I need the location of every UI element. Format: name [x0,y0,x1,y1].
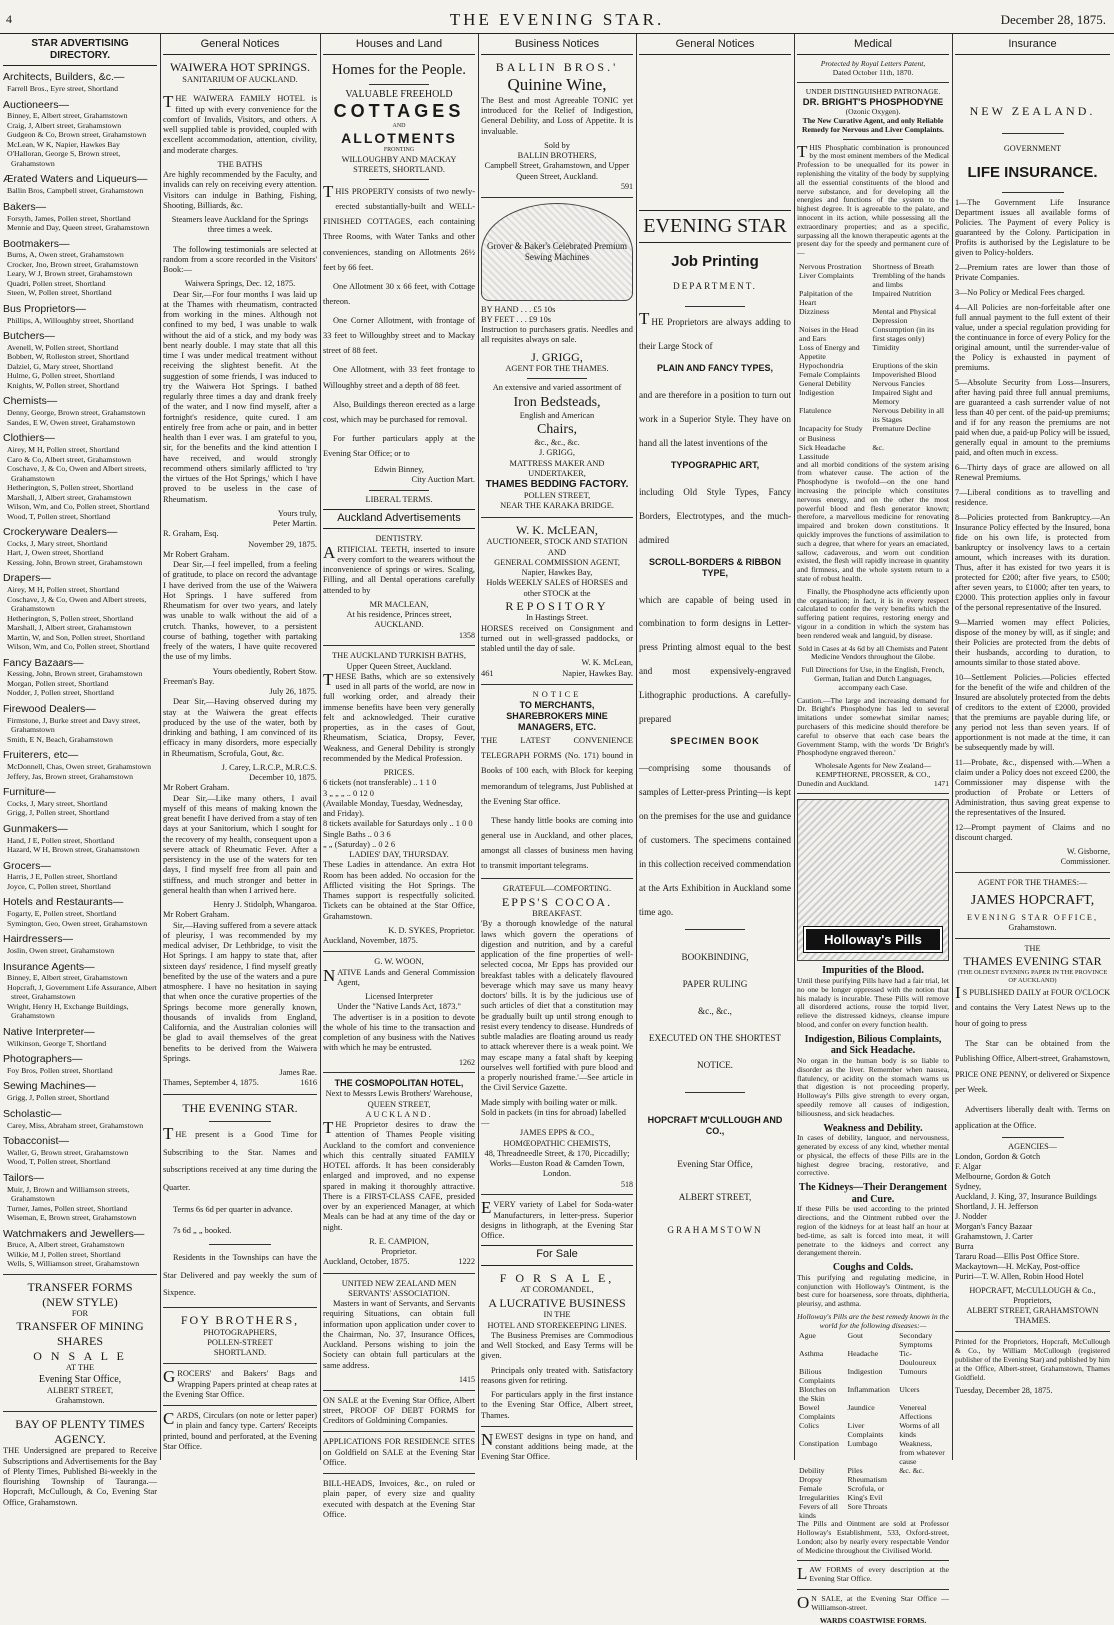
table-cell: Impoverished Blood [872,370,937,380]
header-rule [0,33,1114,34]
insurance-item: 7—Liberal conditions as to travelling and residence. [955,488,1110,508]
directory-entry: O'Halloran, George S, Brown street, Grahamstown [7,149,121,168]
imprint: Printed for the Proprietors, Hopcraft, McCullough & Co., by William McCullough (registered publisher of the Evening Star) and published by him at the Office, Albert-street, Grahamstown, Thames Goldfield. [955,1337,1110,1383]
directory-entry: Ballin Bros, Campbell street, Grahamstown [7,186,144,196]
table-cell: Female Irregularities [799,1484,840,1503]
homes-title: Homes for the People. [331,62,467,79]
price-row: 8 tickets available for Saturdays only .. 1 0 0 [323,819,473,829]
directory-entry: McDonnell, Chas, Owen street, Grahamstown [7,762,151,772]
agency-entry: Tararu Road—Ellis Post Office Store. [955,1252,1080,1262]
table-cell: Colics [799,1420,819,1430]
table-row [797,1421,949,1439]
agency-entry: Auckland, J. King, 37, Insurance Buildings [955,1192,1097,1202]
agency-entry: Mackaytown—H. McKay, Post-office [955,1262,1080,1272]
directory-entry: Wiseman, E, Brown street, Grahamstown [7,1213,137,1223]
directory-category: Ærated Waters and Liqueurs— [3,173,148,186]
table-row [797,424,949,442]
directory-category: Fancy Bazaars— [3,656,84,669]
table-row [797,379,949,388]
directory-category: Watchmakers and Jewellers— [3,1227,145,1240]
price-list [323,778,475,850]
table-cell: Indigestion [799,388,835,398]
phosphodyne-title: DR. BRIGHT'S PHOSPHODYNE [802,97,944,109]
insurance-item: 4—All Policies are non-forfeitable after one full annual payment to the full extent of their value, under a special regulation providing for the continuance in force of every Policy for the original amount, until the surrender-value of the Policy is exhausted in payment of premiums. [955,303,1110,373]
insurance-item: 12—Prompt payment of Claims and no discount charged. [955,823,1110,843]
table-cell: Incapacity for Study or Business [799,424,863,443]
table-cell: Liver Complaints [799,270,854,280]
directory-entry: Steen, W, Pollen street, Shortland [7,288,112,298]
directory-entry: Muir, J, Brown and Williamson streets, Grahamstown [7,1184,130,1204]
table-row [797,1367,949,1385]
directory-entry: Nodder, J, Pollen street, Shortland [7,688,114,698]
directory-category: Native Interpreter— [3,1025,95,1038]
directory-entry: Bobbett, W, Rolleston street, Shortland [7,352,129,362]
directory-category: Drapers— [3,572,51,585]
table-cell: Venereal Affections [899,1402,932,1421]
column-job-printing: General Notices EVENING STAR Job Printing DEPARTMENT. THE Proprietors are always adding to their Large Stock of PLAIN AND FANCY TYPES, and are therefore in a position to turn out work in a Superior Style. They have on hand all the latest inventions of the TYPOGRAPHIC ART, including Old Style Types, Fancy Borders, Electrotypes, and the much-admired SCROLL-BORDERS & RIBBON TYPE, which are capable of being used in combination to form designs in Letter-press Printing almost equal to the best and most expensively-engraved Lithographic productions. A carefully-prepared SPECIMEN BOOK —comprising some thousands of samples of Letter-press Printing—is kept on the premises for the use and guidance of customers. The specimens contained in this collection received commendation at the Arts Exhibition in Auckland some time ago. BOOKBINDING, PAPER RULING &c., &c., EXECUTED ON THE SHORTEST NOTICE. HOPCRAFT M'CULLOUGH AND CO., Evening Star Office, ALBERT STREET, GRAHAMSTOWN [639,38,791,1235]
table-cell: Premature Decline [872,424,931,434]
agency-entry: Morgan's Fancy Bazaar [955,1222,1033,1232]
agency-entry: London, Gordon & Gotch [955,1152,1041,1162]
masthead-title: THE EVENING STAR. [449,10,665,29]
directory-category: Scholastic— [3,1107,62,1120]
table-row [797,406,949,424]
directory-entry: Wright, Henry H, Exchange Buildings, Grahamstown [7,1001,129,1021]
directory-entry: Joyce, C, Pollen street, Shortland [7,881,111,891]
directory-entry: Wilson, Wm, and Co, Pollen street, Shortland [7,642,150,652]
diseases-table [797,1331,949,1521]
directory-entry: Foy Bros, Pollen street, Shortland [7,1065,113,1075]
directory-category: Insurance Agents— [3,960,95,973]
foy-brothers-title: FOY BROTHERS, [180,1312,300,1327]
directory-entry: Joslin, Owen street, Grahamstown [7,946,115,956]
directory-category: Clothiers— [3,432,55,445]
insurance-item: 6—Thirty days of grace are allowed on all Renewal Premiums. [955,463,1110,483]
table-cell: Secondary Symptoms [899,1330,933,1349]
bay-of-plenty-text: THE Undersigned are prepared to Receive Subscriptions and Advertisements for the Bay of Plenty Times, Published Bi-weekly in the flourishing Township of Tauranga.— Hopcraft, McCullough, & Co, Evening Star Office, Grahamstown. [3,1446,157,1507]
directory-entry: Airey, M H, Pollen street, Shortland [7,585,120,595]
agencies-list [955,1152,1110,1282]
table-row [797,1331,949,1349]
directory-entry: Denny, George, Brown street, Grahamstown [7,408,146,418]
business-notices-heading: Business Notices [481,36,633,55]
insurance-item: 8—Policies protected from Bankruptcy.—An Insurance Policy effected by the Insured, bona fide on his own life, is protected from bankruptcy or insolvency laws to a certain amount, which increases with its duration. Thus, after it has existed for two years it is protected for £200; after five years, to £500; after seven years, to £1000; after ten years, to £2000. This protection applies only in favour of the personal representative of the Insured. [955,513,1110,613]
directory-category: Sewing Machines— [3,1080,96,1093]
agency-entry: Sydney, [955,1182,982,1192]
agency-entry: F. Algar [955,1162,982,1172]
directory-entry: Farrell Bros., Eyre street, Shortland [7,84,119,94]
column-divider [160,34,161,1460]
directory-entry: Marshall, J, Albert street, Grahamstown [7,492,132,502]
directory-entry: Carey, Miss, Abraham street, Grahamstown [7,1120,144,1130]
table-cell: Bilious Complaints [799,1366,835,1385]
directory-entry: Kessing, John, Brown street, Grahamstown [7,557,143,567]
directory-category: Bakers— [3,200,47,213]
table-cell: Hypochondria [799,361,844,371]
table-row [797,325,949,343]
column-directory [3,36,157,1507]
directory-category: Bus Proprietors— [3,302,86,315]
directory-entry: Leary, W J, Brown street, Grahamstown [7,269,133,279]
table-cell: Sick Headache [799,442,846,452]
directory-category: Fruiterers, etc— [3,749,79,762]
insurance-item: 5—Absolute Security from Loss—Insurers, after having paid three full annual premiums, are guaranteed a cash surrender value of not less than 40 per cent. of the paid-up premiums; and if for any reason the premiums are not paid when due, a paid-up Policy will be issued, generally equal in amount to the premiums paid, and often much in excess. [955,378,1110,458]
table-cell: Liver Complaints [847,1420,884,1439]
table-row [797,1349,949,1367]
table-cell: Timidity [872,343,900,353]
column-insurance: Insurance NEW ZEALAND. GOVERNMENT LIFE INSURANCE. 1—The Government Life Insurance Department issues all available forms of Policies. The Payment of every Policy is guaranteed by the Colony. Participation in Profits is authorised by the Legislature to be given to Policy-holders. 2—Premium rates are lower than those of Private Companies. 3—No Policy or Medical Fees charged. 4—All Policies are non-forfeitable after one full annual payment to the full extent of their value, under a special regulation providing for the continuance in force of every Policy for the original amount, until the surrender-value of the Policy is exhausted in payment of premiums. 5—Absolute Security from Loss—Insurers, after having paid three full annual premiums, are guaranteed a cash surrender value of not less than 40 per cent. of the paid-up premiums; and if for any reason the premiums are not paid when due, a paid-up Policy will be issued, generally equal in amount to the premiums paid, and often much in excess. 6—Thirty days of grace are allowed on all Renewal Premiums. 7—Liberal conditions as to travelling and residence. 8—Policies protected from Bankruptcy.—An Insurance Policy effected by the Insured, bona fide on his own life, is protected from bankruptcy or insolvency laws to a certain amount, which increases with its duration. Thus, after it has existed for two years it is protected for £200; after five years, to £500; after seven years, to £1000; after ten years, to £2000. This protection applies only in favour of the personal representative of the Insured. 9—Married women may effect Policies, dispose of the money by will, as if single; and their Policies are protected from the debts of their husbands, according to duration, to amounts similar to those stated above. 10—Settlement Policies.—Policies effected for the benefit of the wife and children of the Insured are absolutely protected from the debts of creditors to the extent of £2000, provided that the premiums are payable during life, or any period not less than seven years. If of apportionment is not made at the time, it can be subsequently made by will. 11—Probate, &c., dispensed with.—When a claim under a Policy does not exceed £200, the Commissioner may dispense with the production of Probate or Letters of Administration, thus saving great expense to the representatives of the Insured. 12—Prompt payment of Claims and no discount charged. W. Gisborne, Commissioner. AGENT FOR THE THAMES:— JAMES HOPCRAFT, EVENING STAR OFFICE, Grahamstown. THE THAMES EVENING STAR (THE OLDEST EVENING PAPER IN THE PROVINCE OF AUCKLAND) IS PUBLISHED DAILY at FOUR O'CLOCK and contains the Very Latest News up to the hour of going to press The Star can be obtained from the Publishing Office, Albert-street, Grahamstown, PRICE ONE PENNY, or delivered or Sixpence per Week. Advertisers liberally dealt with. Terms on application at the Office. AGENCIES— London, Gordon & Gotch F. Algar Melbourne, Gordon & Gotch Sydney, Auckland, J. King, 37, Insurance Buildings Shortland, J. H. Jefferson J. Nodder Morgan's Fancy Bazaar Grahamstown, J. Carter Burra Tararu Road—Ellis Post Office Store. Mackaytown—H. McKay, Post-office Puriri—T. W. Allen, Robin Hood Hotel HOPCRAFT, McCULLOUGH & Co., Proprietors, ALBERT STREET, GRAHAMSTOWN THAMES. Printed for the Proprietors, Hopcraft, McCullough & Co., by William McCullough (registered publisher of the Evening Star) and published by him at the Office, Albert-street, Grahamstown, Thames Goldfield. Tuesday, December 28, 1875. [955,38,1110,1396]
table-cell: Nervous Debility in all its Stages [872,406,945,425]
table-cell: Fevers of all kinds [799,1502,838,1521]
insurance-item: 1—The Government Life Insurance Department issues all available forms of Policies. The Payment of every Policy is guaranteed by the Colony. Participation in Profits is authorised by the Legislature to be given to Policy-holders. [955,198,1110,258]
table-cell: Piles [847,1466,863,1476]
price-row: (Available Monday, Tuesday, Wednesday, and Friday). [323,798,463,819]
table-cell: Sore Throats [847,1502,888,1512]
table-cell: Dizziness [799,307,830,317]
insurance-item: 10—Settlement Policies.—Policies effected for the benefit of the wife and children of the Insured are absolutely protected from the debts of creditors to the extent of £2000, provided that the premiums are payable during life, or any period not less than seven years. If of apportionment is not made at the time, it can be subsequently made by will. [955,673,1110,753]
directory-category: Furniture— [3,786,56,799]
directory-entry: Quadri, Pollen street, Shortland [7,278,106,288]
imprint-date: Tuesday, December 28, 1875. [955,1386,1053,1396]
table-cell: Lumbago [847,1438,878,1448]
directory-entry: Wells, S, Williamson street, Grahamstown [7,1259,140,1269]
table-cell: Loss of Energy and Appetite [799,343,860,362]
table-cell: Shortness of Breath [872,261,934,271]
table-row [797,370,949,379]
directory-entry: Hetherington, S, Pollen street, Shortland [7,613,134,623]
directory-entry: Craig, J, Albert street, Grahamstown [7,120,122,130]
directory-entry: Mennie and Day, Queen street, Grahamstown [7,223,150,233]
table-cell: Consumption (in its first stages only) [872,325,935,344]
directory-entry: Binney, E, Albert street, Grahamstown [7,111,128,121]
table-row [797,1385,949,1403]
directory-category: Tobacconist— [3,1135,69,1147]
column-houses-and-land: Houses and Land Homes for the People. VALUABLE FREEHOLD COTTAGES AND ALLOTMENTS FRONTING WILLOUGHBY AND MACKAY STREETS, SHORTLAND. THIS PROPERTY consists of two newly-erected substantially-built and WELL-FINISHED COTTAGES, each containing Three Rooms, with Water Tanks and other conveniences, standing on Allotments 26½ feet by 66 feet. One Allotment 30 x 66 feet, with Cottage thereon. One Corner Allotment, with frontage of 33 feet to Willoughby street and to Mackay street of 88 feet. One Allotment, with 33 feet frontage to Willoughby street and a depth of 88 feet. Also, Buildings thereon erected as a large cost, which may be purchased for removal. For further particulars apply at the Evening Star Office; or to Edwin Binney, City Auction Mart. LIBERAL TERMS. Auckland Advertisements DENTISTRY. ARTIFICIAL TEETH, inserted to insure every comfort to the wearers without the inconvenience of springs or wires. Scaling, Filling, and all Dental operations carefully attended to by MR MACLEAN, At his residence, Princes street, AUCKLAND. 1358 THE AUCKLAND TURKISH BATHS, Upper Queen Street, Auckland. THESE Baths, which are so extensively used in all parts of the world, are now in full working order, and already their immense benefits have been very generally felt and acknowledged. Their curative properties, as in the cases of Gout, Rheumatism, Sciatica, Dropsy, Fever, Weakness, and General Debility is strongly recommended by the Medical Profession. PRICES. 6 tickets (not transferable) .. 1 1 0 3 „ „ „ .. 0 12 0 (Available Monday, Tuesday, Wednesday, and Friday). 8 tickets available for Saturdays only .. 1 0 0 Single Baths .. 0 3 6 „ „ (Saturday) .. 0 2 6 LADIES' DAY, THURSDAY. These Ladies in attendance. An extra Hot Room has been added. No occasion for the Afflicted visiting the Hot Springs. The Thames support is respectfully solicited. Tickets can be obtained at the Star Office, Grahamstown. K. D. SYKES, Proprietor. Auckland, November, 1875. G. W. WOON, NATIVE Lands and General Commission Agent, Licensed Interpreter Under the "Native Lands Act, 1873." The advertiser is in a position to devote the whole of his time to the transaction and completion of any business with the Natives with which he may be entrusted. 1262 THE COSMOPOLITAN HOTEL, Next to Messrs Lewis Brothers' Warehouse, QUEEN STREET, AUCKLAND. THE Proprietor desires to draw the attention of Thames People visiting Auckland to the comfort and convenience which this centrally situated FAMILY HOTEL affords. It has been considerably enlarged and improved, and no expense spared in making it thoroughly attractive. There is a FIRST-CLASS CAFE, presided over by an experienced Manager, at which Meals can be had at any time of the day or night. R. E. CAMPION, Proprietor. Auckland, October, 1875. 1222 UNITED NEW ZEALAND MEN SERVANTS' ASSOCIATION. Masters in want of Servants, and Servants requiring Situations, can obtain full information upon application under cover to the Chairman, No. 37, Insurance Offices, Auckland. Persons wishing to join the Society can obtain full particulars at the same address. 1415 ON SALE at the Evening Star Office, Albert street, PROOF OF DEBT FORMS for Creditors of Goldmining Companies. APPLICATIONS FOR RESIDENCE SITES on Goldfield on SALE at the Evening Star Office. BILL-HEADS, Invoices, &c., on ruled or plain paper, of every size and quality executed with despatch at the Evening Star Office. [323,38,475,1519]
column-divider [952,34,953,1460]
table-cell: &c. [872,442,884,452]
table-cell: Gout [847,1330,864,1340]
table-row [797,1475,949,1484]
directory-entry: Hopcraft, J, Government Life Assurance, Albert street, Grahamstown [7,982,157,1002]
table-cell: Impaired Nutrition [872,289,932,298]
price-row: „ „ (Saturday) .. 0 2 6 [323,839,396,849]
directory-category: Chemists— [3,395,58,408]
directory-category: Bootmakers— [3,237,70,250]
table-row [797,1484,949,1502]
directory-category: Tailors— [3,1171,44,1184]
table-cell: Palpitation of the Heart [799,289,853,308]
life-insurance-title: LIFE INSURANCE. [967,164,1098,182]
table-cell: Impaired Sight and Memory [872,388,933,407]
directory-entry: Cocks, J, Mary street, Shortland [7,798,108,808]
directory-entry: Kessing, John, Brown street, Grahamstown [7,669,143,679]
agency-entry: Puriri—T. W. Allen, Robin Hood Hotel [955,1272,1084,1282]
directory-entry: Morgan, Pollen street, Shortland [7,678,109,688]
table-cell: Lassitude [799,451,829,461]
table-cell: Constipation [799,1438,839,1448]
table-cell: Female Complaints [799,370,860,380]
table-cell: Asthma [799,1348,824,1358]
page-header [0,0,1114,34]
table-cell: Tic-Douloureux [899,1348,937,1367]
table-row [797,307,949,325]
ailments-table [797,262,949,461]
table-cell: Ulcers [899,1384,920,1394]
directory-entry: Hart, J, Owen street, Shortland [7,548,104,558]
table-row [797,343,949,361]
table-cell: General Debility [799,379,852,389]
directory-category: Butchers— [3,330,55,343]
transfer-forms-ad: TRANSFER FORMS (NEW STYLE) FOR TRANSFER OF MINING SHARES O N S A L E AT THE Evening Star Office, ALBERT STREET, Grahamstown. [16,1279,144,1405]
directory-heading: STAR ADVERTISING DIRECTORY. [3,36,157,66]
directory-entry: Wood, T, Pollen street, Shortland [7,1157,111,1167]
table-cell: Nervous Prostration [799,261,862,271]
table-row [797,1466,949,1475]
table-cell: Noises in the Head and Ears [799,325,859,344]
table-row [797,388,949,406]
general-notices-heading-2: General Notices [639,36,791,55]
directory-entry: Coschave, J, & Co, Owen and Albert streets, Grahamstown [7,594,147,614]
table-cell: Weakness, from whatever cause [899,1438,945,1466]
auckland-ads-heading: Auckland Advertisements [323,509,475,529]
table-cell: &c. &c. [899,1466,925,1476]
directory-entry: Wilkinson, George T, Shortland [7,1038,107,1048]
directory-category: Hairdressers— [3,933,74,946]
table-cell: Trembling of the hands and limbs [872,270,946,289]
directory-entry: Airey, M H, Pollen street, Shortland [7,445,120,455]
table-cell [897,1475,949,1484]
directory-entry: Sandes, E W, Owen street, Grahamstown [7,417,136,427]
directory-entry: Dalziel, G, Mary street, Shortland [7,361,113,371]
table-cell [897,1484,949,1502]
directory-entry: Binney, E, Albert street, Grahamstown [7,973,128,983]
price-row: 3 „ „ „ .. 0 12 0 [323,788,374,798]
directory-category: Firewood Dealers— [3,702,96,715]
insurance-item: 11—Probate, &c., dispensed with.—When a claim under a Policy does not exceed £200, the Commissioner may dispense with the production of Probate or Letters of Administration, thus saving great expense to the representatives of the Insured. [955,758,1110,818]
insurance-heading: Insurance [955,36,1110,55]
directory-entry: Wilson, Wm, and Co, Pollen street, Shortland [7,502,150,512]
table-row [797,262,949,271]
table-cell: Eruptions of the skin [872,361,938,371]
directory-entry: Knights, W, Pollen street, Shortland [7,380,119,390]
table-cell: Headache [847,1348,879,1358]
table-cell: Flatulence [799,406,832,416]
directory-entry: Hulme, G, Pollen street, Shortland [7,371,115,381]
directory-entry: Fogarty, E, Pollen street, Shortland [7,909,117,919]
insurance-item: 3—No Policy or Medical Fees charged. [955,288,1085,298]
medical-heading: Medical [797,36,949,55]
table-cell: Blotches on the Skin [799,1384,837,1403]
directory-category: Grocers— [3,859,51,872]
directory-entry: Gudgeon & Co, Brown street, Grahamstown [7,130,147,140]
directory-entry: Forsyth, James, Pollen street, Shortland [7,213,131,223]
directory-entry: Harris, J E, Pollen street, Shortland [7,872,118,882]
directory-entry: Martin, W, and Son, Pollen street, Shortland [7,632,145,642]
page-date: December 28, 1875. [1000,12,1106,27]
evening-star-subscribe-title: THE EVENING STAR. [182,1100,298,1115]
directory-entry: Symington, Geo, Owen street, Grahamstown [7,918,148,928]
directory-entry: Coschave, J, & Co, Owen and Albert streets, Grahamstown [7,464,147,483]
table-row [797,289,949,307]
table-cell: Mental and Physical Depression [872,307,937,326]
directory-entry: Wilkie, M J, Pollen street, Shortland [7,1249,121,1259]
price-row: Single Baths .. 0 3 6 [323,829,391,839]
column-divider [636,34,637,1460]
directory-entry: Jeffery, Jas, Brown street, Grahamstown [7,771,134,781]
table-cell: Debility [799,1466,825,1476]
directory-entry: Grigg, J, Pollen street, Shortland [7,1093,109,1103]
column-divider [320,34,321,1460]
agency-entry: Shortland, J. H. Jefferson [955,1202,1039,1212]
directory-category: Photographers— [3,1053,83,1066]
page-number: 4 [6,12,12,26]
agency-entry: Grahamstown, J. Carter [955,1232,1033,1242]
table-row [797,443,949,452]
directory-entry: McLean, W K, Napier, Hawkes Bay [7,139,120,149]
table-row [797,1439,949,1466]
table-cell: Scrofula, or King's Evil [847,1484,885,1503]
bay-of-plenty-title: BAY OF PLENTY TIMES AGENCY. [15,1417,145,1446]
directory-category: Auctioneers— [3,98,69,111]
directory-entry: Grigg, J, Pollen street, Shortland [7,808,109,818]
directory-category: Hotels and Restaurants— [3,896,124,909]
directory-category: Gunmakers— [3,822,68,835]
table-cell: Ague [799,1330,816,1340]
directory-entry: Turner, James, Pollen street, Shortland [7,1203,128,1213]
directory-list [3,71,157,1269]
column-divider [478,34,479,1460]
table-row [797,271,949,289]
table-cell: Rheumatism [847,1475,887,1485]
directory-entry: Phillips, A, Willoughby street, Shortland [7,315,134,325]
waiwera-title: WAIWERA HOT SPRINGS. [169,60,311,75]
table-row [797,1403,949,1421]
directory-entry: Firmstone, J, Burke street and Davy street, Grahamstown [7,715,141,735]
agency-entry: Melbourne, Gordon & Gotch [955,1172,1051,1182]
table-cell [897,1502,949,1520]
table-cell: Bowel Complaints [799,1402,835,1421]
table-cell: Worms of all kinds [899,1420,940,1439]
agency-entry: Burra [955,1242,974,1252]
table-cell: Inflammation [847,1384,890,1394]
sewing-machine-illustration: Grover & Baker's Celebrated Premium Sewing Machines [481,203,633,301]
table-cell: Jaundice [847,1402,875,1412]
directory-entry: Hetherington, S, Pollen street, Shortland [7,483,134,493]
insurance-item: 9—Married women may effect Policies, dispose of the money by will, as if single; and their Policies are protected from the debts of their husbands, according to duration, to amounts similar to those stated above. [955,618,1110,668]
directory-entry: Avenell, W, Pollen street, Shortland [7,342,119,352]
directory-entry: Bruce, A, Albert street, Grahamstown [7,1240,125,1250]
directory-entry: Burns, A, Owen street, Grahamstown [7,250,124,260]
column-medical: Medical Protected by Royal Letters Patent, Dated October 11th, 1870. UNDER DISTINGUISHED PATRONAGE. DR. BRIGHT'S PHOSPHODYNE (Ozonic Oxygen). The New Curative Agent, and only Reliable Remedy for Nervous and Liver Complaints. THIS Phosphatic combination is pronounced by the most eminent members of the Medical Profession to be unequalled for its power in replenishing the vitality of the body by supplying all the essential constituents of the blood and nerve substance, and for developing all the energies and functions of the system to the highest degree. It is agreeable to the palate, and innocent in its action, while possessing all the extraordinary properties; and as a specific, surpassing all the known therapeutic agents at the present day for the speedy and permanent cure of— Nervous Prostration Shortness of Breath Liver Complaints Trembling of the hands and limbs Palpitation of the Heart Impaired Nutrition Dizziness Mental and Physical Depression Noises in the Head and Ears Consumption (in its first stages only) Loss of Energy and Appetite Timidity Hypochondria Eruptions of the skin Female Complaints Impoverished Blood General Debility Nervous Fancies Indigestion Impaired Sight and Memory Flatulence Nervous Debility in all its Stages Incapacity for Study or Business Premature Decline Sick Headache &c. Lassitude and all morbid conditions of the system arising from whatever cause. The action of the Phosphodyne is twofold—on the one hand increasing the principle which constitutes nervous energy, and on the other the most powerful blood and flesh generator known; therefore, a marvellous medicine for renovating impaired and broken down constitutions. It quickly improves the functions of assimilation to such a degree, that where for years an emaciated, sallow, cadaverous, and worn out condition existed, the flesh will rapidly increase in quantity and firmness, and the whole system return to a state of robust health. Finally, the Phosphodyne acts efficiently upon the organisation; in fact, it is in every respect calculated to confer the very benefits which the suffering patient requires, restoring energy and vigour in a condition in which the system has been rendered weak and languid, by disease. Sold in Cases at 4s 6d by all Chemists and Patent Medicine Vendors throughout the Globe. Full Directions for Use, in the English, French, German, Italian and Dutch Languages, accompany each Case. Caution.—The large and increasing demand for Dr. Bright's Phosphodyne has led to several imitations under somewhat similar names; purchasers of this medicine should therefore be careful to observe that each case bears the Government Stamp, with the words 'Dr Bright's Phosphodyne engraved thereon.' Wholesale Agents for New Zealand— KEMPTHORNE, PROSSER, & CO., Dunedin and Auckland. 1471 Holloway's Pills Impurities of the Blood. Until these purifying Pills have had a fair trial, let no one be longer oppressed with the notion that his malady is incurable. These Pills will remove all disordered actions, rouse the torpid liver, relieve the distressed kidneys, cleanse impure blood, and confer on every function health. Indigestion, Bilious Complaints, and Sick Headache. No organ in the human body is so liable to disorder as the liver. Remember when nausea, flatulency, or acidity on the stomach warns us that digestion is not proceeding properly, Holloway's Pills give strength to every organ, speedily remove all causes of indigestion, biliousness, and sick headaches. Weakness and Debility. In cases of debility, languor, and nervousness, generated by excess of any kind, whether mental or physical, the effects of these Pills are in the highest degree bracing, restorative, and corrective. The Kidneys—Their Derangement and Cure. If these Pills be used according to the printed directions, and the Ointment rubbed over the region of the kidneys for at least half an hour at bed-time, as salt is forced into meat, it will penetrate to the kidneys and correct any derangement therein. Coughs and Colds. This purifying and regulating medicine, in conjunction with Holloway's Ointment, is the best cure for hoarseness, sore throats, diphtheria, pleurisy, and asthma. Holloway's Pills are the best remedy known in the world for the following diseases:— Ague Gout Secondary Symptoms Asthma Headache Tic-Douloureux Bilious Complaints Indigestion Tumours Blotches on the Skin Inflammation Ulcers Bowel Complaints Jaundice Venereal Affections Colics Liver Complaints Worms of all kinds Constipation Lumbago Weakness, from whatever cause Debility Piles &c. &c. Dropsy Rheumatism Female Irregularities Scrofula, or King's Evil Fevers of all kinds Sore Throats The Pills and Ointment are sold at Professor Holloway's Establishment, 533, Oxford-street, London; also by nearly every respectable Vendor of Medicine throughout the Civilised World. LAW FORMS of every description at the Evening Star Office. ON SALE, at the Evening Star Office —Williamson-street. WARDS COASTWISE FORMS. [797,38,949,1625]
directory-entry: Smith, E N, Beach, Grahamstown [7,734,113,744]
column-business-notices: Business Notices BALLIN BROS.' Quinine Wine, The Best and most Agreeable TONIC yet introduced for the Relief of Indigestion, General Debility, and Loss of Appetite. It is invaluable. Sold by BALLIN BROTHERS, Campbell Street, Grahamstown, and Upper Queen Street, Auckland. 591 Grover & Baker's Celebrated Premium Sewing Machines BY HAND . . . £5 10s BY FEET . . . £9 10s Instruction to purchasers gratis. Needles and all requisites always on sale. J. GRIGG, AGENT FOR THE THAMES. An extensive and varied assortment of Iron Bedsteads, English and American Chairs, &c., &c., &c. J. GRIGG, MATTRESS MAKER AND UNDERTAKER, THAMES BEDDING FACTORY. POLLEN STREET, NEAR THE KARAKA BRIDGE. W. K. McLEAN, AUCTIONEER, STOCK AND STATION AND GENERAL COMMISSION AGENT, Napier, Hawkes Bay, Holds WEEKLY SALES of HORSES and other STOCK at the REPOSITORY In Hastings Street. HORSES received on Consignment and turned out in well-grassed paddocks, or stabled until the day of sale. W. K. McLean, 461 Napier, Hawkes Bay. NOTICE TO MERCHANTS, SHAREBROKERS MINE MANAGERS, ETC. THE LATEST CONVENIENCE TELEGRAPH FORMS (No. 171) bound in Books of 100 each, with Block for keeping memorandum of telegrams, Just Published at the Evening Star office. These handy little books are coming into general use in Auckland, and other places, amongst all classes of business men having to transmit important telegrams. GRATEFUL—COMFORTING. EPPS'S COCOA. BREAKFAST. 'By a thorough knowledge of the natural laws which govern the operations of digestion and nutrition, and by a careful application of the fine properties of well-selected cocoa, Mr Epps has provided our breakfast tables with a delicately flavoured beverage which may save us many heavy doctors' bills. It is by the judicious use of such articles of diet that a constitution may be gradually built up until strong enough to resist every tendency to disease. Hundreds of subtle maladies are floating around us ready to attack wherever there is a weak point. We may escape many a fatal shaft by keeping ourselves well fortified with pure blood and a properly nourished frame.'—See article in the Civil Service Gazette. Made simply with boiling water or milk. Sold in packets (in tins for abroad) labelled— JAMES EPPS & CO., HOMŒOPATHIC CHEMISTS, 48, Threadneedle Street, & 170, Piccadilly; Works—Euston Road & Camden Town, London. 518 EVERY variety of Label for Soda-water Manufacturers, in letter-press. Superior designs in lithograph, at the Evening Star Office. For Sale F O R S A L E, AT COROMANDEL, A LUCRATIVE BUSINESS IN THE HOTEL AND STOREKEEPING LINES. The Business Premises are Commodious and Well Stocked, and Easy Terms will be given. Principals only treated with. Satisfactory reasons given for retiring. For particulars apply in the first instance to the Evening Star Office, Albert street, Thames. NEWEST designs in type on hand, and constant additions being made, at the Evening Star Office. [481,38,633,1462]
directory-entry: Wood, T, Pollen street, Shortland [7,511,111,521]
agency-entry: J. Nodder [955,1212,987,1222]
insurance-item: 2—Premium rates are lower than those of Private Companies. [955,263,1110,283]
column-general-notices: General Notices WAIWERA HOT SPRINGS. SANITARIUM OF AUCKLAND. THE WAIWERA FAMILY HOTEL is fitted up with every convenience for the comfort of Invalids, Visitors, and others. A well supplied table is provided, coupled with excellent accommodation, attention, civility, and moderate charges. THE BATHS Are highly recommended by the Faculty, and invalids can rely on receiving every attention. Visitors can indulge in Bathing, Fishing, Shooting, Billiards, &c. Steamers leave Auckland for the Springs three times a week. The following testimonials are selected at random from a score recorded in the Visitors' Book:— Waiwera Springs, Dec. 12, 1875. Dear Sir,—For four months I was laid up at the Thames with rheumatism, contracted from working in the mines. Although not confined to my bed, I was unable to walk without the aid of a stick, and my body was bent nearly double. I may state that all this time I was under medical treatment without receiving the slightest benefit. At the suggestion of some friends, I was induced to try the Waiwera Hot Springs. I bathed regularly three times a day and drank freely of the water, and I now find myself, after a fortnight's residence, quite cured. I am entirely free from ache or pain, and in better health than I ever was. I am grateful to you, sir, for the benefits and the kind attention I have received, and would strongly recommend others similarly afflicted to 'try the virtues of the Hot Springs,' which I have proved to be useless in the case of Rheumatism. Yours truly, Peter Martin. R. Graham, Esq. November 29, 1875. Mr Robert Graham. Dear Sir,—I feel impelled, from a feeling of gratitude, to place on record the advantage I have derived from the use of the Waiwera Hot Springs. I have suffered from Rheumatism for over two years, and lately was unable to walk without the aid of a crutch. Thanks, however, to a persistent course of bathing, together with partaking freely of the waters, I have quite recovered the use of my limbs. Yours obediently, Robert Stow. Freeman's Bay. July 26, 1875. Dear Sir,—Having observed during my stay at the Waiwera the great effects produced by the use of the water, both by drinking and bathing, I am convinced of its efficacy in many disorders, more especially in Rheumatism, Scrofula, Gout, &c. J. Carey, L.R.C.P., M.R.C.S. December 10, 1875. Mr Robert Graham. Dear Sir,—Like many others, I avail myself of this means of making known the great benefit I have derived from a stay of ten days at your Sanitorium, which I sought for the recovery of my health, consequent upon a severe attack of Rheumatic Fever. After a persistency in the use of the waters for ten days, I find myself free from all pain and stiffness, and much stronger and better in general health than when I arrived here. Henry J. Stidolph, Whangaroa. Mr Robert Graham. Sir,—Having suffered from a severe attack of pleurisy, I was recommended by my medical adviser, Dr Lethbridge, to visit the Hot Springs. I am happy to state that, after sixteen days' residence, I find myself greatly benefited by the use of the waters and a pure atmosphere. I have no hesitation in saying that when once the curative properties of the Springs become more generally known, thousands of invalids from England, California, and the Australian colonies will be glad to avail themselves of the great benefits to be derived from the Waiwera Springs. James Rae. Thames, September 4, 1875. 1616 THE EVENING STAR. THE present is a Good Time for Subscribing to the Star. Names and subscriptions received at any time during the Quarter. Terms 6s 6d per quarter in advance. 7s 6d „ „ booked. Residents in the Townships can have the Star Delivered and pay weekly the sum of Sixpence. FOY BROTHERS, PHOTOGRAPHERS, POLLEN-STREET SHORTLAND. GROCERS' and Bakers' Bags and Wrapping Papers printed at cheap rates at the Evening Star Office. CARDS, Circulars (on note or letter paper) in plain and fancy type. Carters' Receipts printed, bound and perforated, at the Evening Star Office. [163,38,317,1451]
directory-entry: Cocks, J, Mary street, Shortland [7,538,108,548]
directory-entry: Hazard, W H, Brown street, Grahamstown [7,845,140,855]
table-cell: Indigestion [847,1366,883,1376]
table-row [797,361,949,370]
price-row: 6 tickets (not transferable) .. 1 1 0 [323,778,437,788]
directory-entry: Caro & Co, Albert street, Grahamstown [7,454,132,464]
directory-entry: Crocker, Jno, Brown street, Grahamstown [7,259,139,269]
holloways-pills-illustration: Holloway's Pills [797,799,949,961]
directory-entry: Hand, J E, Pollen street, Shortland [7,835,115,845]
table-cell: Dropsy [799,1475,822,1485]
insurance-items [955,198,1110,843]
directory-category: Architects, Builders, &c.— [3,71,125,84]
table-cell: Nervous Fancies [872,379,925,389]
directory-entry: Marshall, J, Albert street, Grahamstown [7,623,132,633]
directory-entry: Waller, G, Brown street, Grahamstown [7,1147,129,1157]
table-row [797,1502,949,1520]
table-cell: Tumours [899,1366,928,1376]
column-divider [794,34,795,1460]
directory-category: Crockeryware Dealers— [3,526,118,539]
general-notices-heading: General Notices [163,36,317,55]
houses-land-heading: Houses and Land [323,36,475,55]
evening-star-banner: EVENING STAR [639,210,791,242]
